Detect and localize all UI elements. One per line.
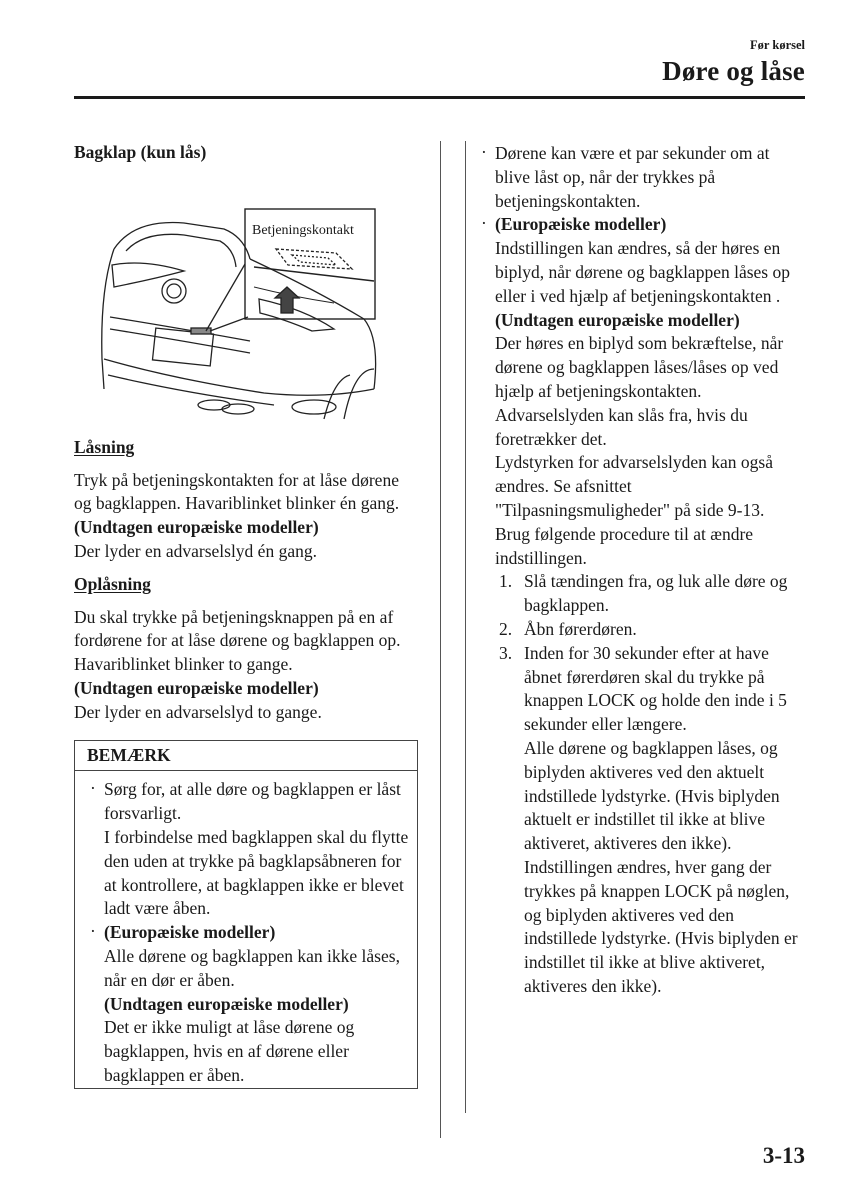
note-box	[74, 740, 418, 1089]
left-column	[74, 141, 418, 1089]
right-bullet-2-text-3: Advarselslyden kan slås fra, hvis du foretrækker det.	[495, 404, 748, 449]
unlock-condition: (Undtagen europæiske modeller)	[74, 677, 319, 698]
note-bullet-1b: I forbindelse med bagklappen skal du flytte den uden at trykke på bagklapsåbneren for at kontrollere, at bagklappen ikke er blevet ladt være åben.	[104, 826, 409, 919]
note-bullet	[89, 921, 417, 1088]
right-bullet	[480, 142, 805, 213]
note-body	[75, 771, 417, 1087]
car-rear-drawing	[74, 179, 384, 424]
note-title: BEMÆRK	[75, 741, 417, 772]
note-bullet-2-text: Alle dørene og bagklappen kan ikke låses, når en dør er åben.	[104, 945, 400, 990]
step-text: Åbn førerdøren.	[524, 618, 637, 639]
column-divider-right	[465, 141, 466, 1113]
right-bullet-2-text-2: Der høres en biplyd som bekræftelse, når dørene og bagklappen låses/låses op ved hjælp af betjeningskontakten.	[495, 333, 784, 401]
column-divider-left	[440, 141, 441, 1138]
lock-condition: (Undtagen europæiske modeller)	[74, 517, 319, 538]
right-bullet	[480, 213, 805, 998]
note-bullet-1: · Sørg for, at alle døre og bagklappen er låst forsvarligt.	[104, 779, 401, 824]
step-3-extra: Alle dørene og bagklappen låses, og biplyden aktiveres ved den aktuelt indstillede lydstyrke. (Hvis biplyden aktuelt er indstillet til ikke at blive aktiveret, aktiveres den ikke). Indstillingen ændres, hver gang der trykkes på knappen LOCK på nøglen, og biplyden aktiveres ved den indstillede lydstyrke. (Hvis biplyden er indstillet til ikke at blive aktiveret, aktiveres den ikke).	[524, 737, 798, 996]
right-bullet-1: · Dørene kan være et par sekunder om at blive låst op, når der trykkes på betjeningskontakten.	[495, 143, 770, 211]
tailgate-heading: Bagklap (kun lås)	[74, 142, 207, 162]
page-number: 3-13	[762, 1143, 805, 1168]
lock-condition-text: Der lyder en advarselslyd én gang.	[74, 540, 317, 561]
page-title: Døre og låse	[662, 56, 805, 86]
procedure-step	[495, 642, 805, 999]
step-number: 1.	[499, 571, 513, 592]
note-bullet	[89, 778, 417, 921]
right-bullet-2-condition-2: (Undtagen europæiske modeller)	[495, 309, 740, 330]
right-column	[480, 142, 805, 999]
header-rule	[74, 96, 805, 99]
right-bullet-2-condition: · (Europæiske modeller)	[495, 214, 667, 235]
switch-callout-label: Betjeningskontakt	[252, 222, 354, 238]
right-bullet-2-text-5: Brug følgende procedure til at ændre indstillingen.	[495, 523, 754, 568]
step-number: 2.	[499, 618, 513, 639]
unlock-condition-text: Der lyder en advarselslyd to gange.	[74, 701, 322, 722]
note-bullet-2-text-2: Det er ikke muligt at låse dørene og bagklappen, hvis en af dørene eller bagklappen er åben.	[104, 1017, 355, 1085]
procedure-step	[495, 570, 805, 618]
right-bullet-2-text: Indstillingen kan ændres, så der høres en biplyd, når dørene og bagklappen låses op eller i ved hjælp af betjeningskontakten .	[495, 238, 790, 306]
tailgate-illustration	[74, 179, 384, 424]
note-bullet-2-condition: · (Europæiske modeller)	[104, 922, 276, 943]
right-bullet-2-text-4: Lydstyrken for advarselslyden kan også ændres. Se afsnittet "Tilpasningsmuligheder" på side 9-13.	[495, 452, 773, 520]
lock-text: Tryk på betjeningskontakten for at låse dørene og bagklappen. Havariblinket blinker én gang.	[74, 469, 400, 514]
lock-heading: Låsning	[74, 436, 135, 457]
section-label: Før kørsel	[750, 38, 805, 52]
procedure-step	[495, 618, 805, 642]
step-text: Inden for 30 sekunder efter at have åbnet førerdøren skal du trykke på knappen LOCK og holde den inde i 5 sekunder eller længere.	[524, 642, 787, 735]
unlock-heading: Oplåsning	[74, 573, 151, 594]
unlock-text: Du skal trykke på betjeningsknappen på en af fordørene for at låse dørene og bagklappen op. Havariblinket blinker to gange.	[74, 606, 401, 675]
step-number: 3.	[499, 642, 513, 663]
note-bullet-2-condition-2: (Undtagen europæiske modeller)	[104, 993, 349, 1014]
step-text: Slå tændingen fra, og luk alle døre og bagklappen.	[524, 571, 788, 616]
